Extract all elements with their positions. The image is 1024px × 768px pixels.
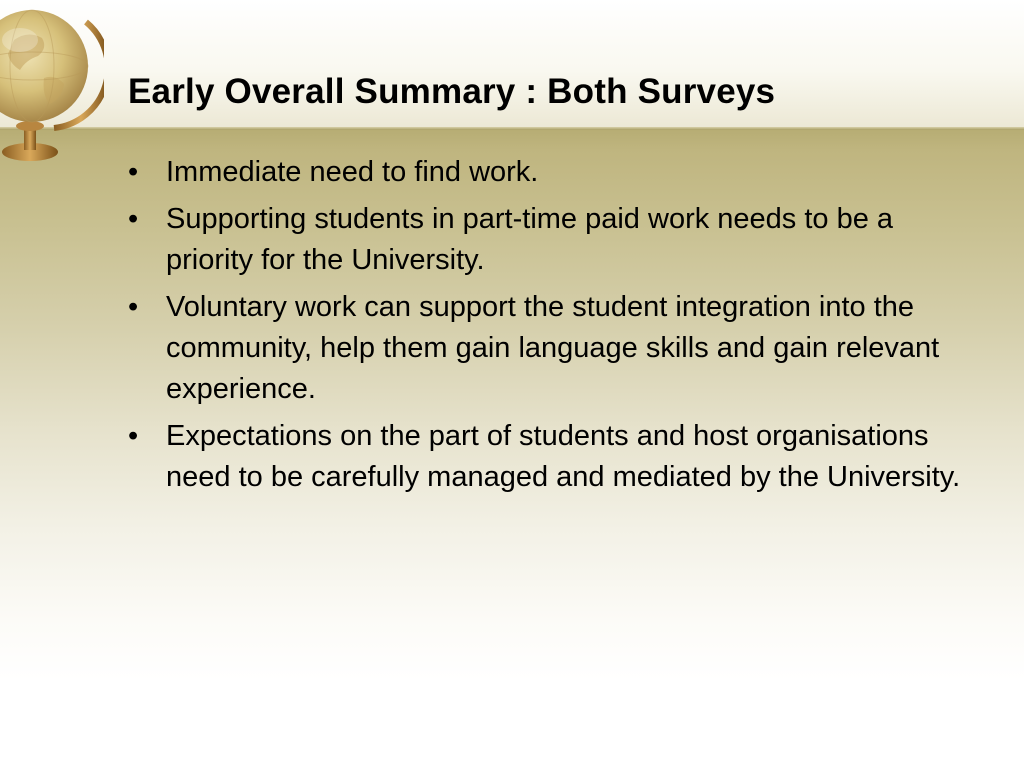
globe-icon [0, 0, 104, 170]
bullet-text: Expectations on the part of students and host organisations need to be carefully managed and mediated by the University. [166, 420, 961, 493]
bullet-marker: • [128, 156, 139, 188]
bullet-item [128, 152, 978, 193]
slide-title: Early Overall Summary : Both Surveys [128, 72, 776, 111]
bullet-item [128, 416, 978, 498]
bullet-text: Immediate need to find work. [166, 156, 539, 188]
title-divider [0, 127, 1024, 130]
bullet-marker: • [128, 420, 139, 452]
bullet-item [128, 287, 978, 410]
bullet-text: Supporting students in part-time paid work needs to be a priority for the University. [166, 203, 894, 276]
bullet-marker: • [128, 291, 139, 323]
bullet-marker: • [128, 203, 139, 235]
bullet-text: Voluntary work can support the student integration into the community, help them gain language skills and gain relevant experience. [166, 291, 940, 405]
bullet-list [128, 152, 978, 504]
bullet-item [128, 199, 978, 281]
